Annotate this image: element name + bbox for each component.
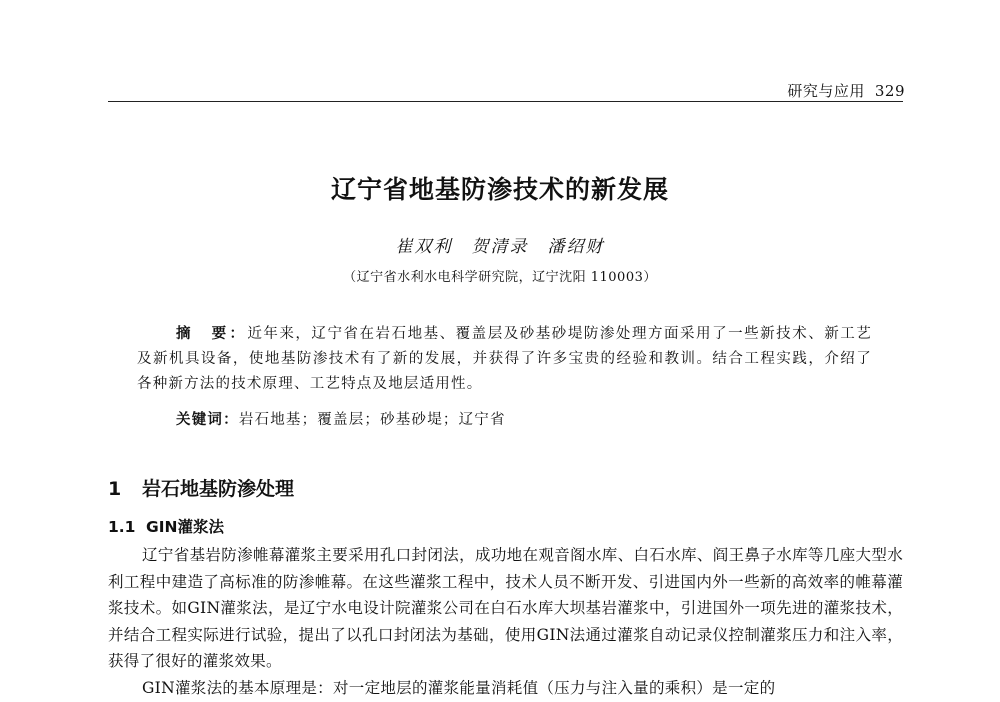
keywords [176, 408, 876, 429]
subsection-title: GIN灌浆法 [146, 518, 224, 536]
abstract-text: 近年来，辽宁省在岩石地基、覆盖层及砂基砂堤防渗处理方面采用了一些新技术、新工艺及新机具设备，使地基防渗技术有了新的发展，并获得了许多宝贵的经验和教训。结合工程实践，介绍了各种新方法的技术原理、工艺特点及地层适用性。 [137, 326, 873, 392]
author-affiliation: （辽宁省水利水电科学研究院，辽宁沈阳 110003） [343, 270, 657, 285]
page-number: 329 [874, 82, 905, 100]
subsection-heading [108, 515, 224, 537]
abstract-label: 摘 要： [176, 326, 248, 342]
section-heading [108, 474, 294, 501]
header-rule [108, 101, 903, 102]
keywords-text: 岩石地基；覆盖层；砂基砂堤；辽宁省 [238, 412, 506, 428]
running-header [735, 80, 905, 101]
body-paragraph: 辽宁省基岩防渗帷幕灌浆主要采用孔口封闭法，成功地在观音阁水库、白石水库、阎王鼻子水库等几座大型水利工程中建造了高标准的防渗帷幕。在这些灌浆工程中，技术人员不断开发、引进国内外一些新的高效率的帷幕灌浆技术。如GIN灌浆法，是辽宁水电设计院灌浆公司在白石水库大坝基岩灌浆中，引进国外一项先进的灌浆技术，并结合工程实际进行试验，提出了以孔口封闭法为基础，使用GIN法通过灌浆自动记录仪控制灌浆压力和注入率，获得了很好的灌浆效果。 [108, 546, 903, 670]
abstract [137, 322, 872, 397]
paper-title: 辽宁省地基防渗技术的新发展 [330, 175, 669, 204]
running-header-section: 研究与应用 [787, 82, 865, 100]
author-list: 崔双利 贺清录 潘绍财 [395, 237, 605, 257]
body-paragraph-cutoff: GIN灌浆法的基本原理是：对一定地层的灌浆能量消耗值（压力与注入量的乘积）是一定的 [142, 679, 776, 697]
subsection-number: 1.1 [108, 518, 136, 536]
section-title: 岩石地基防渗处理 [142, 478, 295, 500]
keywords-label: 关键词： [176, 412, 239, 428]
section-number: 1 [108, 478, 122, 500]
